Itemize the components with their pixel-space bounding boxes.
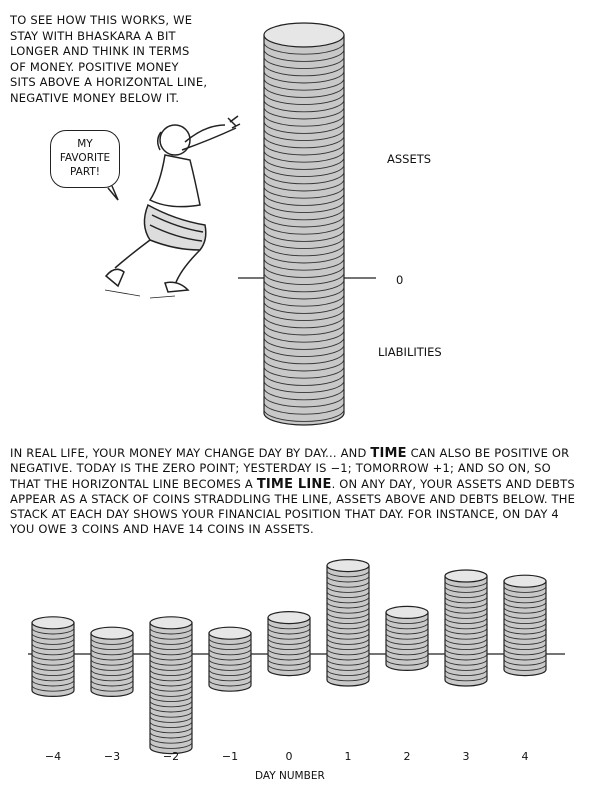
day-stack bbox=[91, 627, 133, 696]
day-tick-label: 2 bbox=[403, 750, 411, 763]
time-line-word: TIME LINE bbox=[256, 476, 332, 492]
day-coin-stacks bbox=[32, 560, 546, 754]
body-span: THAT THE HORIZONTAL LINE BECOMES A bbox=[10, 476, 257, 491]
day-stack bbox=[268, 612, 310, 676]
day-stack bbox=[32, 617, 74, 697]
coin-top bbox=[268, 612, 310, 624]
body-line bbox=[10, 446, 595, 461]
day-tick-label: 3 bbox=[462, 750, 470, 763]
day-tick-label: −1 bbox=[221, 750, 239, 763]
liabilities-label: LIABILITIES bbox=[378, 345, 442, 359]
intro-line: NEGATIVE MONEY BELOW IT. bbox=[10, 90, 180, 105]
coin-stack-body bbox=[268, 618, 310, 676]
coin-top bbox=[504, 575, 546, 587]
day-tick-label: −3 bbox=[103, 750, 121, 763]
zero-label: 0 bbox=[396, 273, 404, 287]
body-text bbox=[10, 446, 595, 538]
bubble-tail bbox=[108, 186, 118, 200]
day-tick-label: 0 bbox=[285, 750, 293, 763]
coin-top bbox=[32, 617, 74, 629]
bubble-line: PART! bbox=[70, 166, 100, 178]
day-stack bbox=[386, 606, 428, 670]
coin-stack-body bbox=[209, 633, 251, 691]
body-span: IN REAL LIFE, YOUR MONEY MAY CHANGE DAY BY DAY... AND bbox=[10, 446, 371, 460]
intro-line: TO SEE HOW THIS WORKS, WE bbox=[10, 13, 193, 27]
intro-line: LONGER AND THINK IN TERMS bbox=[10, 44, 190, 58]
intro-line: SITS ABOVE A HORIZONTAL LINE, bbox=[10, 75, 208, 89]
assets-label: ASSETS bbox=[387, 152, 432, 166]
day-tick-label: 4 bbox=[521, 750, 529, 763]
body-span: . ON ANY DAY, YOUR ASSETS AND DEBTS bbox=[331, 476, 575, 491]
coin-top bbox=[445, 570, 487, 582]
coin-top bbox=[264, 23, 344, 47]
day-stack bbox=[445, 570, 487, 686]
coin-stack-body bbox=[386, 612, 428, 670]
day-number-axis-label: DAY NUMBER bbox=[255, 770, 325, 782]
day-tick-label: 1 bbox=[344, 750, 352, 763]
coin-top bbox=[327, 560, 369, 572]
day-tick-label: −4 bbox=[44, 750, 62, 763]
body-line: NEGATIVE. TODAY IS THE ZERO POINT; YESTERDAY IS −1; TOMORROW +1; AND SO ON, SO bbox=[10, 461, 551, 476]
body-line bbox=[10, 477, 595, 492]
coin-top bbox=[209, 627, 251, 639]
intro-line: OF MONEY. POSITIVE MONEY bbox=[10, 59, 179, 74]
bubble-line: FAVORITE bbox=[59, 152, 111, 164]
bhaskara-character-icon bbox=[105, 116, 240, 298]
body-line: YOU OWE 3 COINS AND HAVE 14 COINS IN ASSETS. bbox=[10, 522, 314, 537]
day-stack bbox=[327, 560, 369, 686]
day-stack bbox=[150, 617, 192, 754]
speech-bubble bbox=[50, 130, 120, 188]
day-stack bbox=[209, 627, 251, 691]
time-word: TIME bbox=[370, 446, 407, 461]
day-tick-label: −2 bbox=[162, 750, 180, 763]
bubble-line: MY bbox=[77, 138, 93, 150]
coin-top bbox=[150, 617, 192, 629]
coin-stack-body bbox=[327, 566, 369, 686]
coin-top bbox=[386, 606, 428, 618]
body-line: STACK AT EACH DAY SHOWS YOUR FINANCIAL POSITION THAT DAY. FOR INSTANCE, ON DAY 4 bbox=[10, 507, 559, 522]
body-span: CAN ALSO BE POSITIVE OR bbox=[406, 446, 570, 460]
coin-top bbox=[91, 627, 133, 639]
intro-line: STAY WITH BHASKARA A BIT bbox=[10, 28, 176, 43]
big-stack-coins bbox=[264, 23, 344, 425]
body-line: APPEAR AS A STACK OF COINS STRADDLING THE LINE, ASSETS ABOVE AND DEBTS BELOW. THE bbox=[10, 491, 576, 506]
coin-stack-body bbox=[264, 35, 344, 425]
big-coin-stack bbox=[264, 23, 344, 425]
day-stack bbox=[504, 575, 546, 675]
